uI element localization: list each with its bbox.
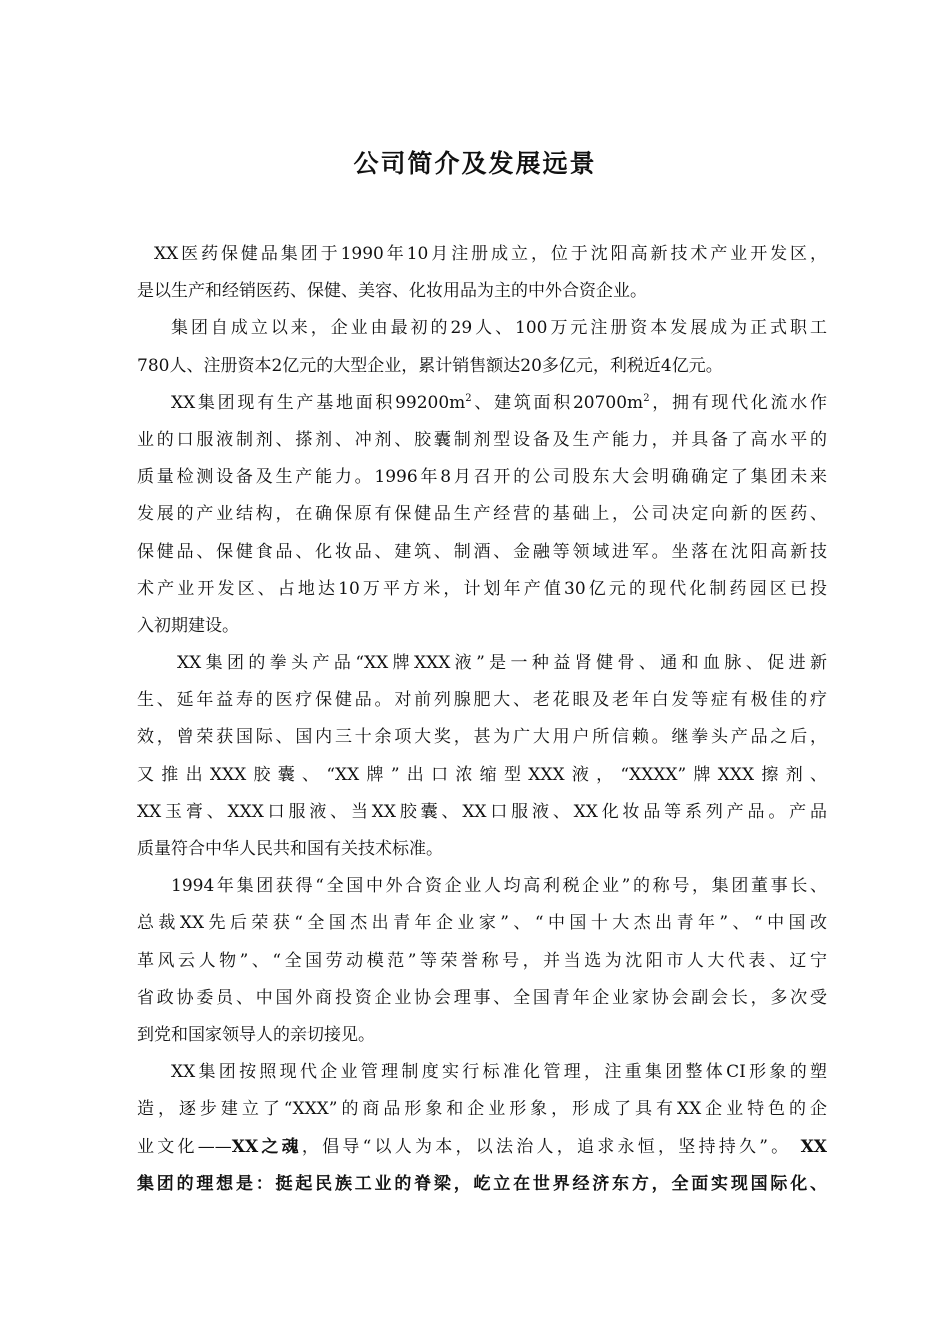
text-segment: XX集团现有生产基地面积99200m (171, 392, 466, 413)
text-line: 又推出XXX胶囊、“XX牌”出口浓缩型XXX液，“XXXX”牌XXX擦剂、 (137, 764, 827, 785)
text-line: 生、延年益寿的医疗保健品。对前列腺肥大、老花眼及老年白发等症有极佳的疗 (137, 690, 827, 711)
text-line-bold: 集团的理想是：挺起民族工业的脊梁，屹立在世界经济东方，全面实现国际化、 (137, 1173, 827, 1194)
text-segment: ，拥有现代化流水作 (649, 392, 828, 413)
text-line: 造，逐步建立了“XXX”的商品形象和企业形象，形成了具有XX企业特色的企 (137, 1099, 827, 1120)
text-line: XX医药保健品集团于1990年10月注册成立，位于沈阳高新技术产业开发区， (154, 244, 827, 264)
paragraph-honors (137, 868, 827, 1054)
superscript: 2 (465, 392, 472, 404)
text-line: 术产业开发区、占地达10万平方米，计划年产值30亿元的现代化制药园区已投 (137, 578, 827, 599)
superscript: 2 (643, 392, 650, 404)
text-line: 入初期建设。 (137, 615, 239, 636)
text-segment: 、建筑面积20700m (471, 392, 644, 413)
text-line: 780人、注册资本2亿元的大型企业，累计销售额达20多亿元，利税近4亿元。 (137, 355, 723, 376)
paragraph-growth (137, 310, 827, 384)
text-line: 总裁XX先后荣获“全国杰出青年企业家”、“中国十大杰出青年”、“中国改 (137, 913, 827, 934)
text-line: XX集团的拳头产品“XX牌XXX液”是一种益肾健骨、通和血脉、促进新 (177, 653, 827, 674)
paragraph-products (137, 645, 827, 868)
text-line: 集团自成立以来，企业由最初的29人、100万元注册资本发展成为正式职工 (171, 318, 827, 339)
text-line: 质量符合中华人民共和国有关技术标准。 (137, 839, 443, 859)
bold-text: XX之魂 (231, 1136, 302, 1157)
text-segment: ，倡导“以人为本，以法治人，追求永恒，坚持持久”。 (301, 1136, 792, 1157)
paragraph-production-base (137, 385, 827, 645)
text-line: 发展的产业结构，在确保原有保健品生产经营的基础上，公司决定向新的医药、 (137, 504, 827, 525)
text-line: 是以生产和经销医药、保健、美容、化妆用品为主的中外合资企业。 (137, 281, 647, 302)
document-title: 公司简介及发展远景 (353, 149, 597, 178)
document-body (137, 236, 827, 1203)
text-line: 革风云人物”、“全国劳动模范”等荣誉称号，并当选为沈阳市人大代表、辽宁 (137, 950, 827, 971)
text-line: XX玉膏、XXX口服液、当XX胶囊、XX口服液、XX化妆品等系列产品。产品 (137, 801, 827, 822)
paragraph-culture (137, 1054, 827, 1203)
text-line: 效，曾荣获国际、国内三十余项大奖，甚为广大用户所信赖。继拳头产品之后， (137, 727, 827, 748)
text-line: 业的口服液制剂、搽剂、冲剂、胶囊制剂型设备及生产能力，并具备了高水平的 (137, 429, 827, 450)
text-line: XX集团按照现代企业管理制度实行标准化管理，注重集团整体CI形象的塑 (171, 1062, 827, 1083)
text-segment: 业文化—— (137, 1136, 232, 1157)
bold-text: XX (791, 1136, 827, 1157)
text-line: 保健品、保健食品、化妆品、建筑、制酒、金融等领域进军。坐落在沈阳高新技 (137, 541, 827, 562)
text-line: 到党和国家领导人的亲切接见。 (137, 1024, 375, 1045)
text-line: 省政协委员、中国外商投资企业协会理事、全国青年企业家协会副会长，多次受 (137, 987, 827, 1008)
text-line (137, 385, 827, 422)
text-line (137, 1129, 827, 1166)
text-line: 1994年集团获得“全国中外合资企业人均高利税企业”的称号，集团董事长、 (171, 876, 827, 897)
text-line: 质量检测设备及生产能力。1996年8月召开的公司股东大会明确确定了集团未来 (137, 467, 827, 488)
paragraph-founding (137, 236, 827, 310)
